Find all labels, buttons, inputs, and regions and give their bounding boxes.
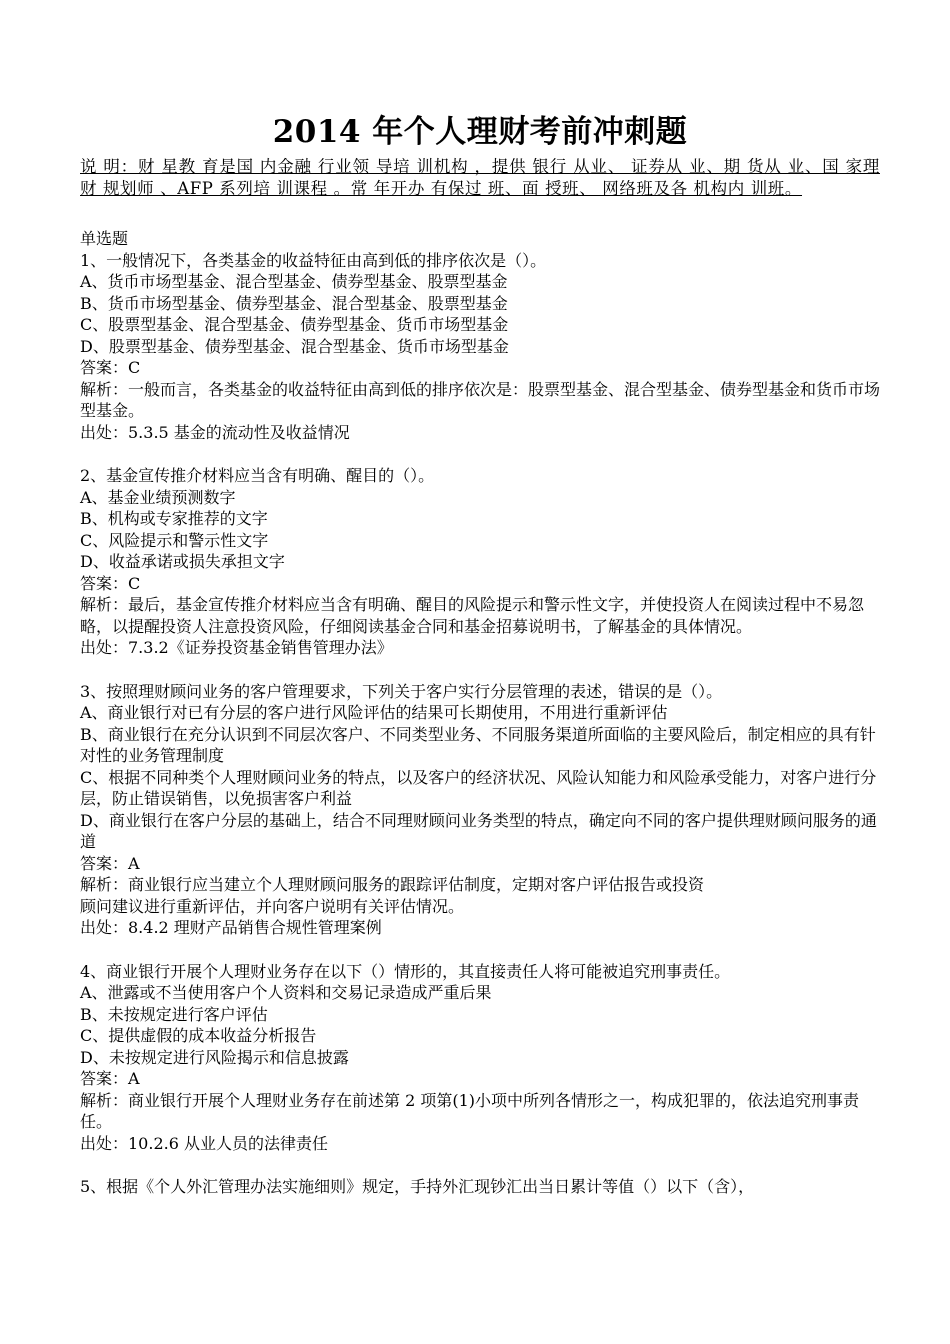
option-d: D、股票型基金、债券型基金、混合型基金、货币市场型基金 [80, 336, 509, 356]
answer: 答案：A [80, 853, 140, 873]
option-b: B、货币市场型基金、债券型基金、混合型基金、股票型基金 [80, 293, 508, 313]
question-4 [80, 961, 880, 1155]
option-c: C、股票型基金、混合型基金、债券型基金、货币市场型基金 [80, 315, 509, 334]
option-b: B、未按规定进行客户评估 [80, 1004, 268, 1024]
document-page [80, 110, 880, 1220]
source: 出处：8.4.2 理财产品销售合规性管理案例 [80, 918, 382, 937]
explanation: 解析：商业银行应当建立个人理财顾问服务的跟踪评估制度，定期对客户评估报告或投资 [80, 875, 705, 894]
intro-notice: 说 明：财 星教 育是国 内金融 行业领 导培 训机构 ，提供 银行 从业、 证券从 业、期 货从 业、国 家理财 规划师 、AFP 系列培 训课程 。常 年开办 有保过 班、面 授班、 网络班及各 机构内 训班。 [80, 157, 880, 198]
question-text: 1、一般情况下，各类基金的收益特征由高到低的排序依次是（）。 [80, 250, 547, 270]
option-d: D、商业银行在客户分层的基础上，结合不同理财顾问业务类型的特点，确定向不同的客户提供理财顾问服务的通道 [80, 810, 877, 851]
explanation: 解析：最后，基金宣传推介材料应当含有明确、醒目的风险提示和警示性文字，并使投资人在阅读过程中不易忽略，以提醒投资人注意投资风险，仔细阅读基金合同和基金招募说明书，了解基金的具体情况。 [80, 595, 865, 636]
answer: 答案：C [80, 358, 141, 377]
explanation-cont: 顾问建议进行重新评估，并向客户说明有关评估情况。 [80, 896, 465, 916]
question-list [80, 250, 880, 1198]
option-b: B、商业银行在充分认识到不同层次客户、不同类型业务、不同服务渠道所面临的主要风险后，制定相应的具有针对性的业务管理制度 [80, 724, 876, 765]
answer: 答案：A [80, 1069, 140, 1088]
question-5 [80, 1176, 880, 1198]
option-c: C、风险提示和警示性文字 [80, 530, 269, 550]
question-text: 3、按照理财顾问业务的客户管理要求，下列关于客户实行分层管理的表述，错误的是（）。 [80, 681, 723, 701]
source: 出处：10.2.6 从业人员的法律责任 [80, 1133, 328, 1153]
option-a: A、泄露或不当使用客户个人资料和交易记录造成严重后果 [80, 983, 492, 1002]
section-heading: 单选题 [80, 229, 129, 248]
question-text: 2、基金宣传推介材料应当含有明确、醒目的（）。 [80, 466, 435, 485]
option-d: D、收益承诺或损失承担文字 [80, 552, 285, 571]
source: 出处：5.3.5 基金的流动性及收益情况 [80, 422, 350, 442]
option-d: D、未按规定进行风险揭示和信息披露 [80, 1047, 349, 1067]
option-c: C、提供虚假的成本收益分析报告 [80, 1026, 317, 1045]
option-b: B、机构或专家推荐的文字 [80, 509, 268, 528]
option-c: C、根据不同种类个人理财顾问业务的特点，以及客户的经济状况、风险认知能力和风险承受能力，对客户进行分层，防止错误销售，以免损害客户利益 [80, 767, 877, 808]
source: 出处：7.3.2《证券投资基金销售管理办法》 [80, 638, 393, 657]
option-a: A、基金业绩预测数字 [80, 487, 236, 507]
option-a: A、货币市场型基金、混合型基金、债券型基金、股票型基金 [80, 272, 508, 291]
question-1 [80, 250, 880, 444]
question-2 [80, 465, 880, 659]
question-text: 5、根据《个人外汇管理办法实施细则》规定，手持外汇现钞汇出当日累计等值（）以下（含）， [80, 1177, 755, 1196]
option-a: A、商业银行对已有分层的客户进行风险评估的结果可长期使用，不用进行重新评估 [80, 703, 668, 722]
explanation: 解析：商业银行开展个人理财业务存在前述第 2 项第(1)小项中所列各情形之一，构成犯罪的，依法追究刑事责任。 [80, 1090, 860, 1131]
answer: 答案：C [80, 573, 141, 593]
question-3 [80, 681, 880, 939]
question-text: 4、商业银行开展个人理财业务存在以下（）情形的，其直接责任人将可能被追究刑事责任。 [80, 961, 731, 981]
explanation: 解析：一般而言，各类基金的收益特征由高到低的排序依次是：股票型基金、混合型基金、债券型基金和货币市场型基金。 [80, 379, 881, 420]
document-title: 2014 年个人理财考前冲刺题 [272, 114, 688, 150]
